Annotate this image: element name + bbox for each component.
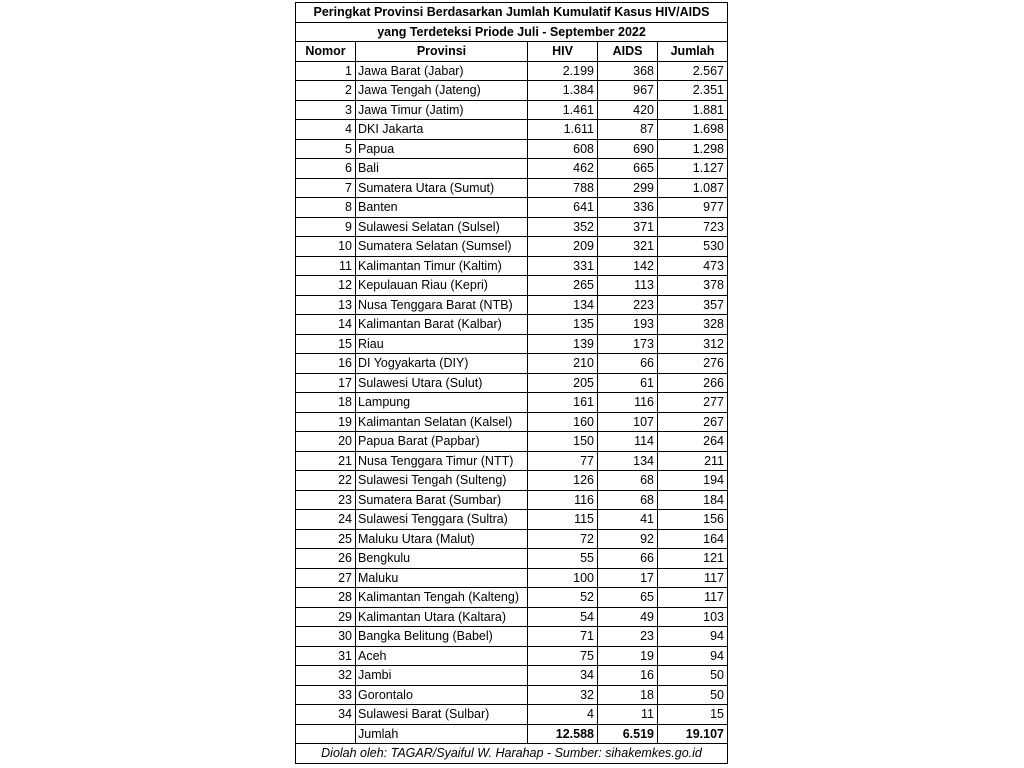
cell-provinsi: Nusa Tenggara Barat (NTB) <box>356 295 528 315</box>
total-row <box>296 724 728 744</box>
cell-provinsi: Gorontalo <box>356 685 528 705</box>
cell-aids: 68 <box>598 471 658 491</box>
cell-nomor: 21 <box>296 451 356 471</box>
cell-jumlah: 312 <box>658 334 728 354</box>
cell-hiv: 135 <box>528 315 598 335</box>
cell-jumlah: 194 <box>658 471 728 491</box>
cell-aids: 19 <box>598 646 658 666</box>
cell-jumlah: 50 <box>658 685 728 705</box>
cell-nomor: 10 <box>296 237 356 257</box>
cell-hiv: 75 <box>528 646 598 666</box>
cell-hiv: 52 <box>528 588 598 608</box>
cell-jumlah: 1.881 <box>658 100 728 120</box>
cell-hiv: 55 <box>528 549 598 569</box>
cell-hiv: 100 <box>528 568 598 588</box>
cell-nomor: 8 <box>296 198 356 218</box>
cell-aids: 371 <box>598 217 658 237</box>
cell-aids: 68 <box>598 490 658 510</box>
cell-aids: 142 <box>598 256 658 276</box>
cell-nomor: 14 <box>296 315 356 335</box>
cell-aids: 92 <box>598 529 658 549</box>
cell-nomor: 1 <box>296 61 356 81</box>
hiv-aids-table-sheet <box>295 2 727 764</box>
cell-aids: 114 <box>598 432 658 452</box>
total-empty-cell <box>296 724 356 744</box>
cell-aids: 87 <box>598 120 658 140</box>
cell-jumlah: 103 <box>658 607 728 627</box>
cell-jumlah: 1.127 <box>658 159 728 179</box>
cell-nomor: 12 <box>296 276 356 296</box>
header-aids: AIDS <box>598 42 658 62</box>
cell-jumlah: 117 <box>658 568 728 588</box>
table-body <box>296 61 728 724</box>
cell-nomor: 6 <box>296 159 356 179</box>
cell-nomor: 32 <box>296 666 356 686</box>
cell-hiv: 161 <box>528 393 598 413</box>
cell-hiv: 641 <box>528 198 598 218</box>
cell-jumlah: 50 <box>658 666 728 686</box>
cell-hiv: 34 <box>528 666 598 686</box>
table-row <box>296 354 728 374</box>
total-hiv: 12.588 <box>528 724 598 744</box>
cell-nomor: 27 <box>296 568 356 588</box>
table-row <box>296 295 728 315</box>
cell-jumlah: 723 <box>658 217 728 237</box>
cell-provinsi: Papua Barat (Papbar) <box>356 432 528 452</box>
source-row <box>296 744 728 764</box>
cell-hiv: 205 <box>528 373 598 393</box>
cell-jumlah: 264 <box>658 432 728 452</box>
cell-jumlah: 357 <box>658 295 728 315</box>
cell-nomor: 34 <box>296 705 356 725</box>
source-note: Diolah oleh: TAGAR/Syaiful W. Harahap - Sumber: sihakemkes.go.id <box>296 744 728 764</box>
cell-jumlah: 121 <box>658 549 728 569</box>
header-provinsi: Provinsi <box>356 42 528 62</box>
hiv-aids-province-table <box>295 2 728 764</box>
cell-aids: 49 <box>598 607 658 627</box>
table-row <box>296 588 728 608</box>
cell-aids: 17 <box>598 568 658 588</box>
table-row <box>296 217 728 237</box>
cell-provinsi: Kalimantan Utara (Kaltara) <box>356 607 528 627</box>
table-row <box>296 451 728 471</box>
cell-provinsi: Sulawesi Barat (Sulbar) <box>356 705 528 725</box>
total-aids: 6.519 <box>598 724 658 744</box>
table-row <box>296 627 728 647</box>
cell-provinsi: Jawa Timur (Jatim) <box>356 100 528 120</box>
table-row <box>296 198 728 218</box>
cell-provinsi: Kalimantan Timur (Kaltim) <box>356 256 528 276</box>
cell-provinsi: DKI Jakarta <box>356 120 528 140</box>
cell-hiv: 116 <box>528 490 598 510</box>
cell-provinsi: Jawa Barat (Jabar) <box>356 61 528 81</box>
cell-aids: 66 <box>598 354 658 374</box>
cell-provinsi: Maluku Utara (Malut) <box>356 529 528 549</box>
cell-jumlah: 184 <box>658 490 728 510</box>
header-jumlah: Jumlah <box>658 42 728 62</box>
cell-nomor: 29 <box>296 607 356 627</box>
cell-provinsi: Sulawesi Selatan (Sulsel) <box>356 217 528 237</box>
cell-aids: 11 <box>598 705 658 725</box>
cell-nomor: 15 <box>296 334 356 354</box>
cell-aids: 18 <box>598 685 658 705</box>
cell-jumlah: 977 <box>658 198 728 218</box>
cell-aids: 41 <box>598 510 658 530</box>
table-row <box>296 705 728 725</box>
cell-jumlah: 94 <box>658 646 728 666</box>
table-row <box>296 666 728 686</box>
header-nomor: Nomor <box>296 42 356 62</box>
cell-hiv: 788 <box>528 178 598 198</box>
table-title-line-1: Peringkat Provinsi Berdasarkan Jumlah Kumulatif Kasus HIV/AIDS <box>296 3 728 23</box>
cell-provinsi: Bangka Belitung (Babel) <box>356 627 528 647</box>
table-row <box>296 256 728 276</box>
cell-aids: 420 <box>598 100 658 120</box>
cell-provinsi: Nusa Tenggara Timur (NTT) <box>356 451 528 471</box>
title-row-2 <box>296 22 728 42</box>
cell-nomor: 31 <box>296 646 356 666</box>
cell-hiv: 352 <box>528 217 598 237</box>
table-row <box>296 685 728 705</box>
cell-aids: 173 <box>598 334 658 354</box>
cell-jumlah: 2.567 <box>658 61 728 81</box>
cell-nomor: 16 <box>296 354 356 374</box>
cell-nomor: 9 <box>296 217 356 237</box>
cell-provinsi: Bali <box>356 159 528 179</box>
cell-nomor: 23 <box>296 490 356 510</box>
table-row <box>296 373 728 393</box>
cell-provinsi: Bengkulu <box>356 549 528 569</box>
cell-aids: 665 <box>598 159 658 179</box>
cell-provinsi: Kalimantan Tengah (Kalteng) <box>356 588 528 608</box>
cell-hiv: 4 <box>528 705 598 725</box>
cell-aids: 321 <box>598 237 658 257</box>
cell-jumlah: 266 <box>658 373 728 393</box>
table-row <box>296 120 728 140</box>
cell-provinsi: Sulawesi Tenggara (Sultra) <box>356 510 528 530</box>
cell-aids: 113 <box>598 276 658 296</box>
cell-nomor: 17 <box>296 373 356 393</box>
table-row <box>296 529 728 549</box>
cell-provinsi: Banten <box>356 198 528 218</box>
cell-jumlah: 156 <box>658 510 728 530</box>
table-row <box>296 412 728 432</box>
header-hiv: HIV <box>528 42 598 62</box>
cell-nomor: 11 <box>296 256 356 276</box>
cell-provinsi: Kepulauan Riau (Kepri) <box>356 276 528 296</box>
cell-hiv: 210 <box>528 354 598 374</box>
cell-hiv: 608 <box>528 139 598 159</box>
cell-provinsi: Sulawesi Utara (Sulut) <box>356 373 528 393</box>
cell-aids: 690 <box>598 139 658 159</box>
table-row <box>296 568 728 588</box>
cell-aids: 116 <box>598 393 658 413</box>
cell-nomor: 22 <box>296 471 356 491</box>
cell-nomor: 3 <box>296 100 356 120</box>
cell-nomor: 2 <box>296 81 356 101</box>
cell-hiv: 2.199 <box>528 61 598 81</box>
cell-nomor: 19 <box>296 412 356 432</box>
cell-aids: 134 <box>598 451 658 471</box>
cell-jumlah: 276 <box>658 354 728 374</box>
table-row <box>296 607 728 627</box>
cell-jumlah: 2.351 <box>658 81 728 101</box>
cell-nomor: 18 <box>296 393 356 413</box>
cell-jumlah: 1.698 <box>658 120 728 140</box>
table-title-line-2: yang Terdeteksi Priode Juli - September 2022 <box>296 22 728 42</box>
cell-provinsi: Sumatera Utara (Sumut) <box>356 178 528 198</box>
cell-jumlah: 211 <box>658 451 728 471</box>
cell-provinsi: DI Yogyakarta (DIY) <box>356 354 528 374</box>
cell-provinsi: Kalimantan Selatan (Kalsel) <box>356 412 528 432</box>
cell-aids: 299 <box>598 178 658 198</box>
cell-hiv: 160 <box>528 412 598 432</box>
cell-hiv: 77 <box>528 451 598 471</box>
title-row-1 <box>296 3 728 23</box>
cell-aids: 16 <box>598 666 658 686</box>
cell-nomor: 26 <box>296 549 356 569</box>
cell-nomor: 4 <box>296 120 356 140</box>
cell-hiv: 32 <box>528 685 598 705</box>
cell-hiv: 72 <box>528 529 598 549</box>
cell-provinsi: Papua <box>356 139 528 159</box>
table-row <box>296 471 728 491</box>
cell-nomor: 24 <box>296 510 356 530</box>
cell-provinsi: Sumatera Selatan (Sumsel) <box>356 237 528 257</box>
cell-hiv: 1.461 <box>528 100 598 120</box>
table-row <box>296 276 728 296</box>
cell-jumlah: 1.298 <box>658 139 728 159</box>
cell-nomor: 33 <box>296 685 356 705</box>
cell-hiv: 54 <box>528 607 598 627</box>
cell-provinsi: Jawa Tengah (Jateng) <box>356 81 528 101</box>
cell-hiv: 1.611 <box>528 120 598 140</box>
cell-aids: 23 <box>598 627 658 647</box>
table-row <box>296 61 728 81</box>
table-row <box>296 237 728 257</box>
cell-hiv: 150 <box>528 432 598 452</box>
table-row <box>296 315 728 335</box>
cell-jumlah: 164 <box>658 529 728 549</box>
cell-nomor: 7 <box>296 178 356 198</box>
cell-provinsi: Jambi <box>356 666 528 686</box>
cell-nomor: 30 <box>296 627 356 647</box>
cell-aids: 65 <box>598 588 658 608</box>
cell-provinsi: Sumatera Barat (Sumbar) <box>356 490 528 510</box>
cell-hiv: 71 <box>528 627 598 647</box>
cell-hiv: 331 <box>528 256 598 276</box>
cell-hiv: 115 <box>528 510 598 530</box>
cell-aids: 368 <box>598 61 658 81</box>
cell-provinsi: Aceh <box>356 646 528 666</box>
cell-jumlah: 15 <box>658 705 728 725</box>
table-row <box>296 432 728 452</box>
cell-jumlah: 328 <box>658 315 728 335</box>
header-row <box>296 42 728 62</box>
cell-jumlah: 94 <box>658 627 728 647</box>
cell-jumlah: 378 <box>658 276 728 296</box>
cell-hiv: 1.384 <box>528 81 598 101</box>
cell-hiv: 462 <box>528 159 598 179</box>
cell-jumlah: 1.087 <box>658 178 728 198</box>
table-row <box>296 393 728 413</box>
cell-hiv: 134 <box>528 295 598 315</box>
cell-hiv: 209 <box>528 237 598 257</box>
cell-jumlah: 277 <box>658 393 728 413</box>
table-row <box>296 100 728 120</box>
table-row <box>296 334 728 354</box>
cell-provinsi: Lampung <box>356 393 528 413</box>
cell-nomor: 28 <box>296 588 356 608</box>
cell-provinsi: Maluku <box>356 568 528 588</box>
cell-nomor: 25 <box>296 529 356 549</box>
table-row <box>296 178 728 198</box>
cell-jumlah: 117 <box>658 588 728 608</box>
cell-jumlah: 530 <box>658 237 728 257</box>
cell-jumlah: 267 <box>658 412 728 432</box>
table-row <box>296 510 728 530</box>
cell-hiv: 265 <box>528 276 598 296</box>
table-row <box>296 549 728 569</box>
cell-aids: 66 <box>598 549 658 569</box>
table-row <box>296 490 728 510</box>
cell-aids: 61 <box>598 373 658 393</box>
cell-aids: 223 <box>598 295 658 315</box>
table-row <box>296 81 728 101</box>
cell-aids: 107 <box>598 412 658 432</box>
total-jumlah: 19.107 <box>658 724 728 744</box>
cell-aids: 967 <box>598 81 658 101</box>
cell-nomor: 5 <box>296 139 356 159</box>
cell-aids: 193 <box>598 315 658 335</box>
cell-hiv: 139 <box>528 334 598 354</box>
cell-aids: 336 <box>598 198 658 218</box>
cell-jumlah: 473 <box>658 256 728 276</box>
cell-nomor: 20 <box>296 432 356 452</box>
total-label: Jumlah <box>356 724 528 744</box>
cell-provinsi: Sulawesi Tengah (Sulteng) <box>356 471 528 491</box>
cell-nomor: 13 <box>296 295 356 315</box>
table-row <box>296 646 728 666</box>
cell-provinsi: Kalimantan Barat (Kalbar) <box>356 315 528 335</box>
table-row <box>296 139 728 159</box>
table-row <box>296 159 728 179</box>
cell-hiv: 126 <box>528 471 598 491</box>
cell-provinsi: Riau <box>356 334 528 354</box>
